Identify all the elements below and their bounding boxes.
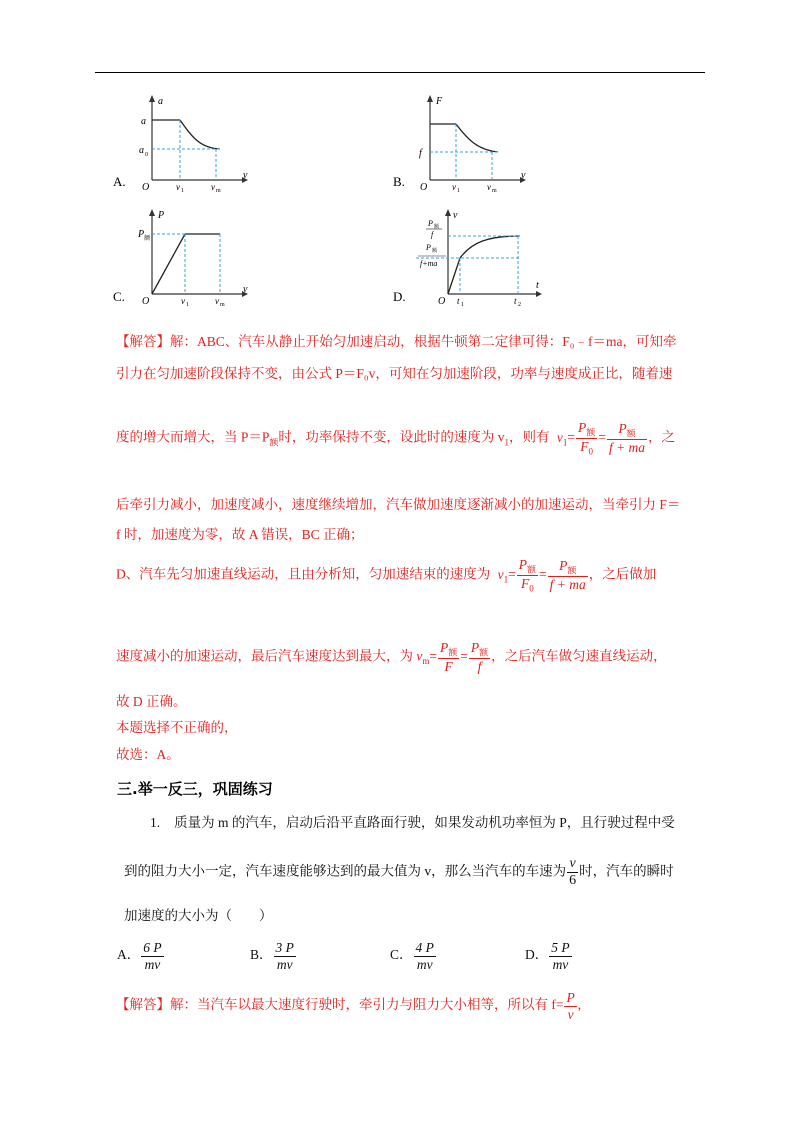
decay-curve [180,120,220,149]
svg-text:m: m [220,302,225,306]
option-c[interactable]: C． $\frac{4 P}{mv}$ [390,940,434,972]
svg-text:v: v [176,182,180,192]
formula-p-over-fma: $\frac{P_额}{f + ma}$ [608,421,646,456]
graph-a [130,92,250,192]
formula-p-over-f0: $\frac{P_额}{F_0}$ [578,420,596,457]
option-b[interactable]: B． $\frac{3 P}{mv}$ [250,940,294,972]
svg-text:a: a [139,145,144,156]
svg-text:v: v [181,296,185,306]
svg-text:O: O [438,296,446,306]
svg-text:额: 额 [432,249,438,254]
svg-text:f: f [419,148,422,159]
option-c-letter: C. [113,289,125,304]
svg-text:F: F [436,96,443,107]
svg-text:t: t [536,280,539,291]
svg-text:f: f [431,230,434,239]
section-heading: 三.举一反三，巩固练习 [117,780,273,798]
question-1-line-2: 到的阻力大小一定，汽车速度能够达到的最大值为 v，那么当汽车的车速为 $\frac{v}{6}$ 时，汽车的瞬时 [124,856,674,889]
svg-text:v: v [243,170,248,181]
svg-text:t: t [457,296,460,306]
answer-1-line-3: 度的增大而增大，当 $P=P_额$时，功率保持不变，设此时的速度为 $v_1$，则有 $v_1=$ $\frac{P_额}{F_0}$ = $\frac{P_额}{f + ma}$ ，之 [116,420,676,457]
answer-1-line-6: D、汽车先匀加速直线运动，且由分析知，匀加速结束的速度为 $v_1=$ $\frac{P_额}{F_0}$ = $\frac{P_额}{f + ma}$ ，之后做加 [116,557,657,594]
option-d-letter: D. [393,289,406,304]
svg-text:1: 1 [461,302,464,306]
answer-2: 【解答】解：当汽车以最大速度行驶时，牵引力与阻力大小相等，所以有 f= $\frac{P}{v}$ , [116,990,582,1022]
svg-text:额: 额 [434,225,440,230]
y-axis-label: a [158,96,163,107]
option-a[interactable]: A． $\frac{6 P}{mv}$ [117,940,162,972]
question-1-line-1: 1. 质量为 m 的汽车，启动后沿平直路面行驶，如果发动机功率恒为 P，且行驶过程中受 [150,815,675,830]
answer-1-line-1: 【解答】解：ABC、汽车从静止开始匀加速启动，根据牛顿第二定律可得：F₀﹣f＝ma，可知牵 [116,334,677,349]
answer-1-line-4: 后牵引力减小，加速度减小，速度继续增加，汽车做加速度逐渐减小的加速运动，当牵引力 F＝ [116,497,681,512]
option-b-letter: B. [393,174,405,189]
v-over-6: $\frac{v}{6}$ [569,856,577,889]
svg-text:1: 1 [186,302,189,306]
svg-text:t: t [514,296,517,306]
svg-text:v: v [215,296,219,306]
svg-text:P: P [426,243,431,252]
svg-text:v: v [453,210,458,221]
graph-d [408,206,548,306]
svg-text:v: v [243,284,248,295]
svg-text:O: O [142,296,150,306]
svg-text:P: P [428,219,433,228]
svg-text:v: v [452,182,456,192]
graph-b [408,92,528,192]
svg-text:1: 1 [181,188,184,192]
answer-tag: 【解答】 [116,334,170,349]
svg-text:m: m [492,188,497,192]
svg-text:v: v [487,182,491,192]
svg-text:f+ma: f+ma [420,259,438,268]
option-d[interactable]: D． $\frac{5 P}{mv}$ [525,940,570,972]
svg-text:a: a [141,116,146,127]
graph-c [130,206,250,306]
question-number: 1. [150,815,161,830]
question-1-line-3: 加速度的大小为（ ） [124,908,273,923]
answer-1-line-9: 本题选择不正确的， [116,720,238,735]
answer-1-line-2: 引力在匀加速阶段保持不变，由公式 P＝F₀v，可知在匀加速阶段，功率与速度成正比，随着速 [116,366,673,381]
svg-text:v: v [521,170,526,181]
svg-text:1: 1 [457,188,460,192]
svg-text:O: O [142,182,150,192]
svg-text:v: v [211,182,215,192]
svg-text:O: O [420,182,428,192]
svg-text:P: P [138,229,145,240]
option-a-letter: A. [113,174,126,189]
svg-text:0: 0 [145,152,148,158]
svg-text:P: P [158,210,165,221]
answer-1-line-8: 故 D 正确。 [116,694,187,709]
answer-1-line-10: 故选：A。 [116,747,180,762]
top-rule [95,72,705,73]
svg-text:m: m [216,188,221,192]
svg-text:额: 额 [144,236,151,242]
svg-text:2: 2 [518,302,521,306]
answer-1-line-5: f 时，加速度为零，故 A 错误，BC 正确； [116,527,364,542]
answer-1-line-7: 速度减小的加速运动，最后汽车速度达到最大，为 $v_m=$ $\frac{P_额}{F}$ = $\frac{P_额}{f}$ ，之后汽车做匀速直线运动， [116,640,667,675]
